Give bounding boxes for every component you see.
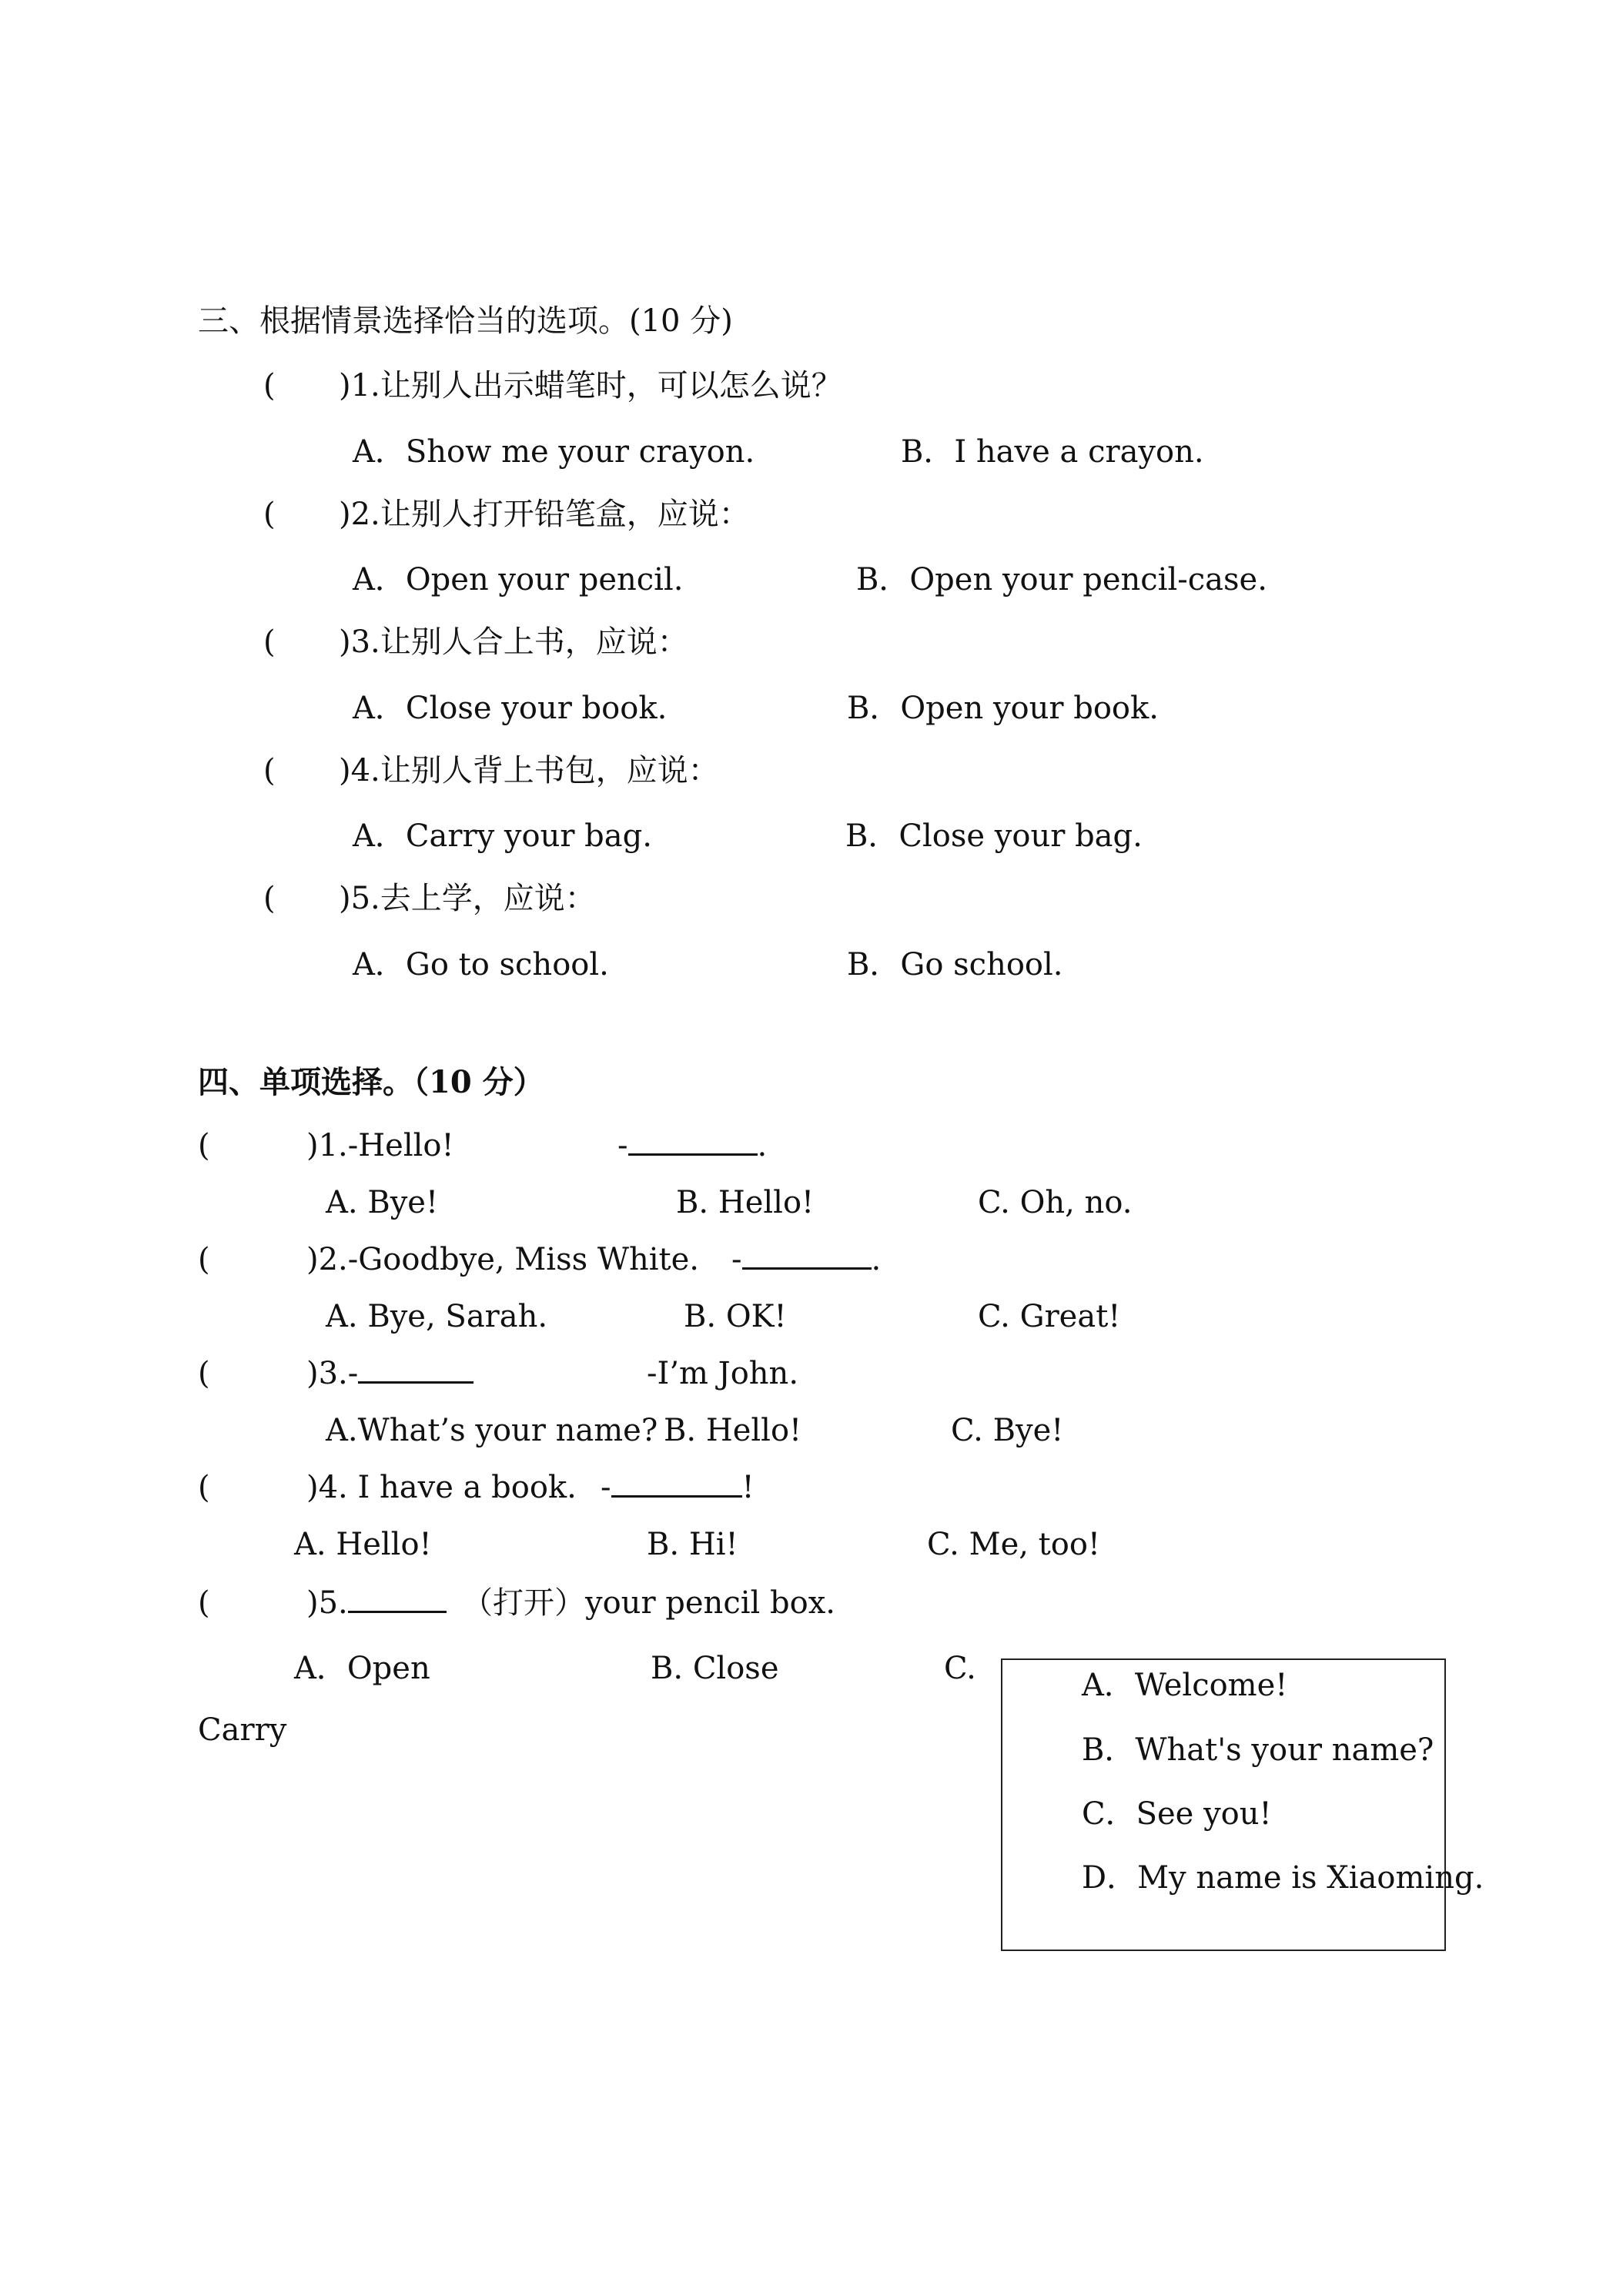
option-a: A.What’s your name? bbox=[326, 1413, 658, 1448]
option-b: B. Hello! bbox=[664, 1413, 802, 1448]
option-a: A．Show me your crayon. bbox=[353, 434, 755, 470]
option-a: A．Close your book. bbox=[353, 691, 668, 726]
question-stem: )2.让别人打开铅笔盒，应说： bbox=[339, 497, 750, 532]
option-c: C. Great! bbox=[978, 1299, 1121, 1334]
question-stem: )5.去上学，应说： bbox=[339, 881, 596, 916]
option-a: A. Hello! bbox=[294, 1527, 432, 1562]
option-b: B．Go school. bbox=[847, 947, 1063, 982]
answer-paren: ( bbox=[263, 624, 276, 660]
option-a: A. Bye! bbox=[326, 1185, 439, 1220]
option-a: A．Open your pencil. bbox=[353, 562, 684, 597]
option-b: B. Hello! bbox=[676, 1185, 815, 1220]
box-option-a: A．Welcome! bbox=[1082, 1668, 1288, 1703]
option-c: C. bbox=[944, 1651, 976, 1686]
option-c: C. Bye! bbox=[951, 1413, 1064, 1448]
option-b: B. Close bbox=[651, 1651, 779, 1686]
box-option-c: C．See you! bbox=[1082, 1796, 1272, 1832]
option-a: A. Bye, Sarah. bbox=[326, 1299, 548, 1334]
reply-line: - . bbox=[731, 1242, 882, 1277]
answer-paren: ( bbox=[198, 1242, 210, 1277]
answer-paren: ( bbox=[263, 497, 276, 532]
answer-blank bbox=[742, 1241, 872, 1270]
option-a: A．Open bbox=[294, 1651, 430, 1686]
question-stem: )1.-Hello! bbox=[306, 1128, 454, 1163]
option-b: B．I have a crayon. bbox=[901, 434, 1204, 470]
option-c: C. Me, too! bbox=[927, 1527, 1100, 1562]
option-b: B．Close your bag. bbox=[845, 818, 1143, 854]
answer-blank bbox=[358, 1355, 474, 1384]
option-b: B．Open your book. bbox=[847, 691, 1159, 726]
question-stem: )1.让别人出示蜡笔时，可以怎么说？ bbox=[339, 368, 842, 403]
option-c-wrap: Carry bbox=[198, 1712, 287, 1748]
option-b: B. OK! bbox=[684, 1299, 787, 1334]
answer-paren: ( bbox=[198, 1470, 210, 1505]
option-b: B. Hi! bbox=[647, 1527, 738, 1562]
answer-paren: ( bbox=[198, 1128, 210, 1163]
answer-paren: ( bbox=[198, 1585, 210, 1621]
question-stem: )3.- bbox=[306, 1354, 474, 1393]
reply-line: -I’m John. bbox=[647, 1356, 799, 1391]
answer-blank bbox=[628, 1127, 758, 1156]
answer-blank bbox=[348, 1585, 447, 1613]
question-hint: （打开）your pencil box. bbox=[462, 1585, 835, 1621]
section4-heading: 四、单项选择。（10 分） bbox=[198, 1064, 544, 1100]
question-stem: )2.-Goodbye, Miss White. bbox=[306, 1242, 699, 1277]
answer-paren: ( bbox=[198, 1356, 210, 1391]
question-stem: )5. bbox=[306, 1584, 447, 1622]
question-stem: )4.让别人背上书包，应说： bbox=[339, 753, 719, 788]
reply-line: - ! bbox=[601, 1470, 755, 1505]
option-c: C. Oh, no. bbox=[978, 1185, 1133, 1220]
box-option-b: B．What's your name? bbox=[1082, 1732, 1434, 1768]
answer-paren: ( bbox=[263, 881, 276, 916]
answer-paren: ( bbox=[263, 368, 276, 403]
option-b: B．Open your pencil-case. bbox=[856, 562, 1267, 597]
answer-blank bbox=[611, 1469, 742, 1498]
option-a: A．Carry your bag. bbox=[353, 818, 652, 854]
reply-line: - . bbox=[617, 1128, 768, 1163]
answer-paren: ( bbox=[263, 753, 276, 788]
section3-heading: 三、根据情景选择恰当的选项。(10 分) bbox=[198, 303, 733, 339]
question-stem: )3.让别人合上书，应说： bbox=[339, 624, 688, 660]
question-stem: )4. I have a book. bbox=[306, 1470, 577, 1505]
box-option-d: D．My name is Xiaoming. bbox=[1082, 1860, 1484, 1896]
option-a: A．Go to school. bbox=[353, 947, 609, 982]
